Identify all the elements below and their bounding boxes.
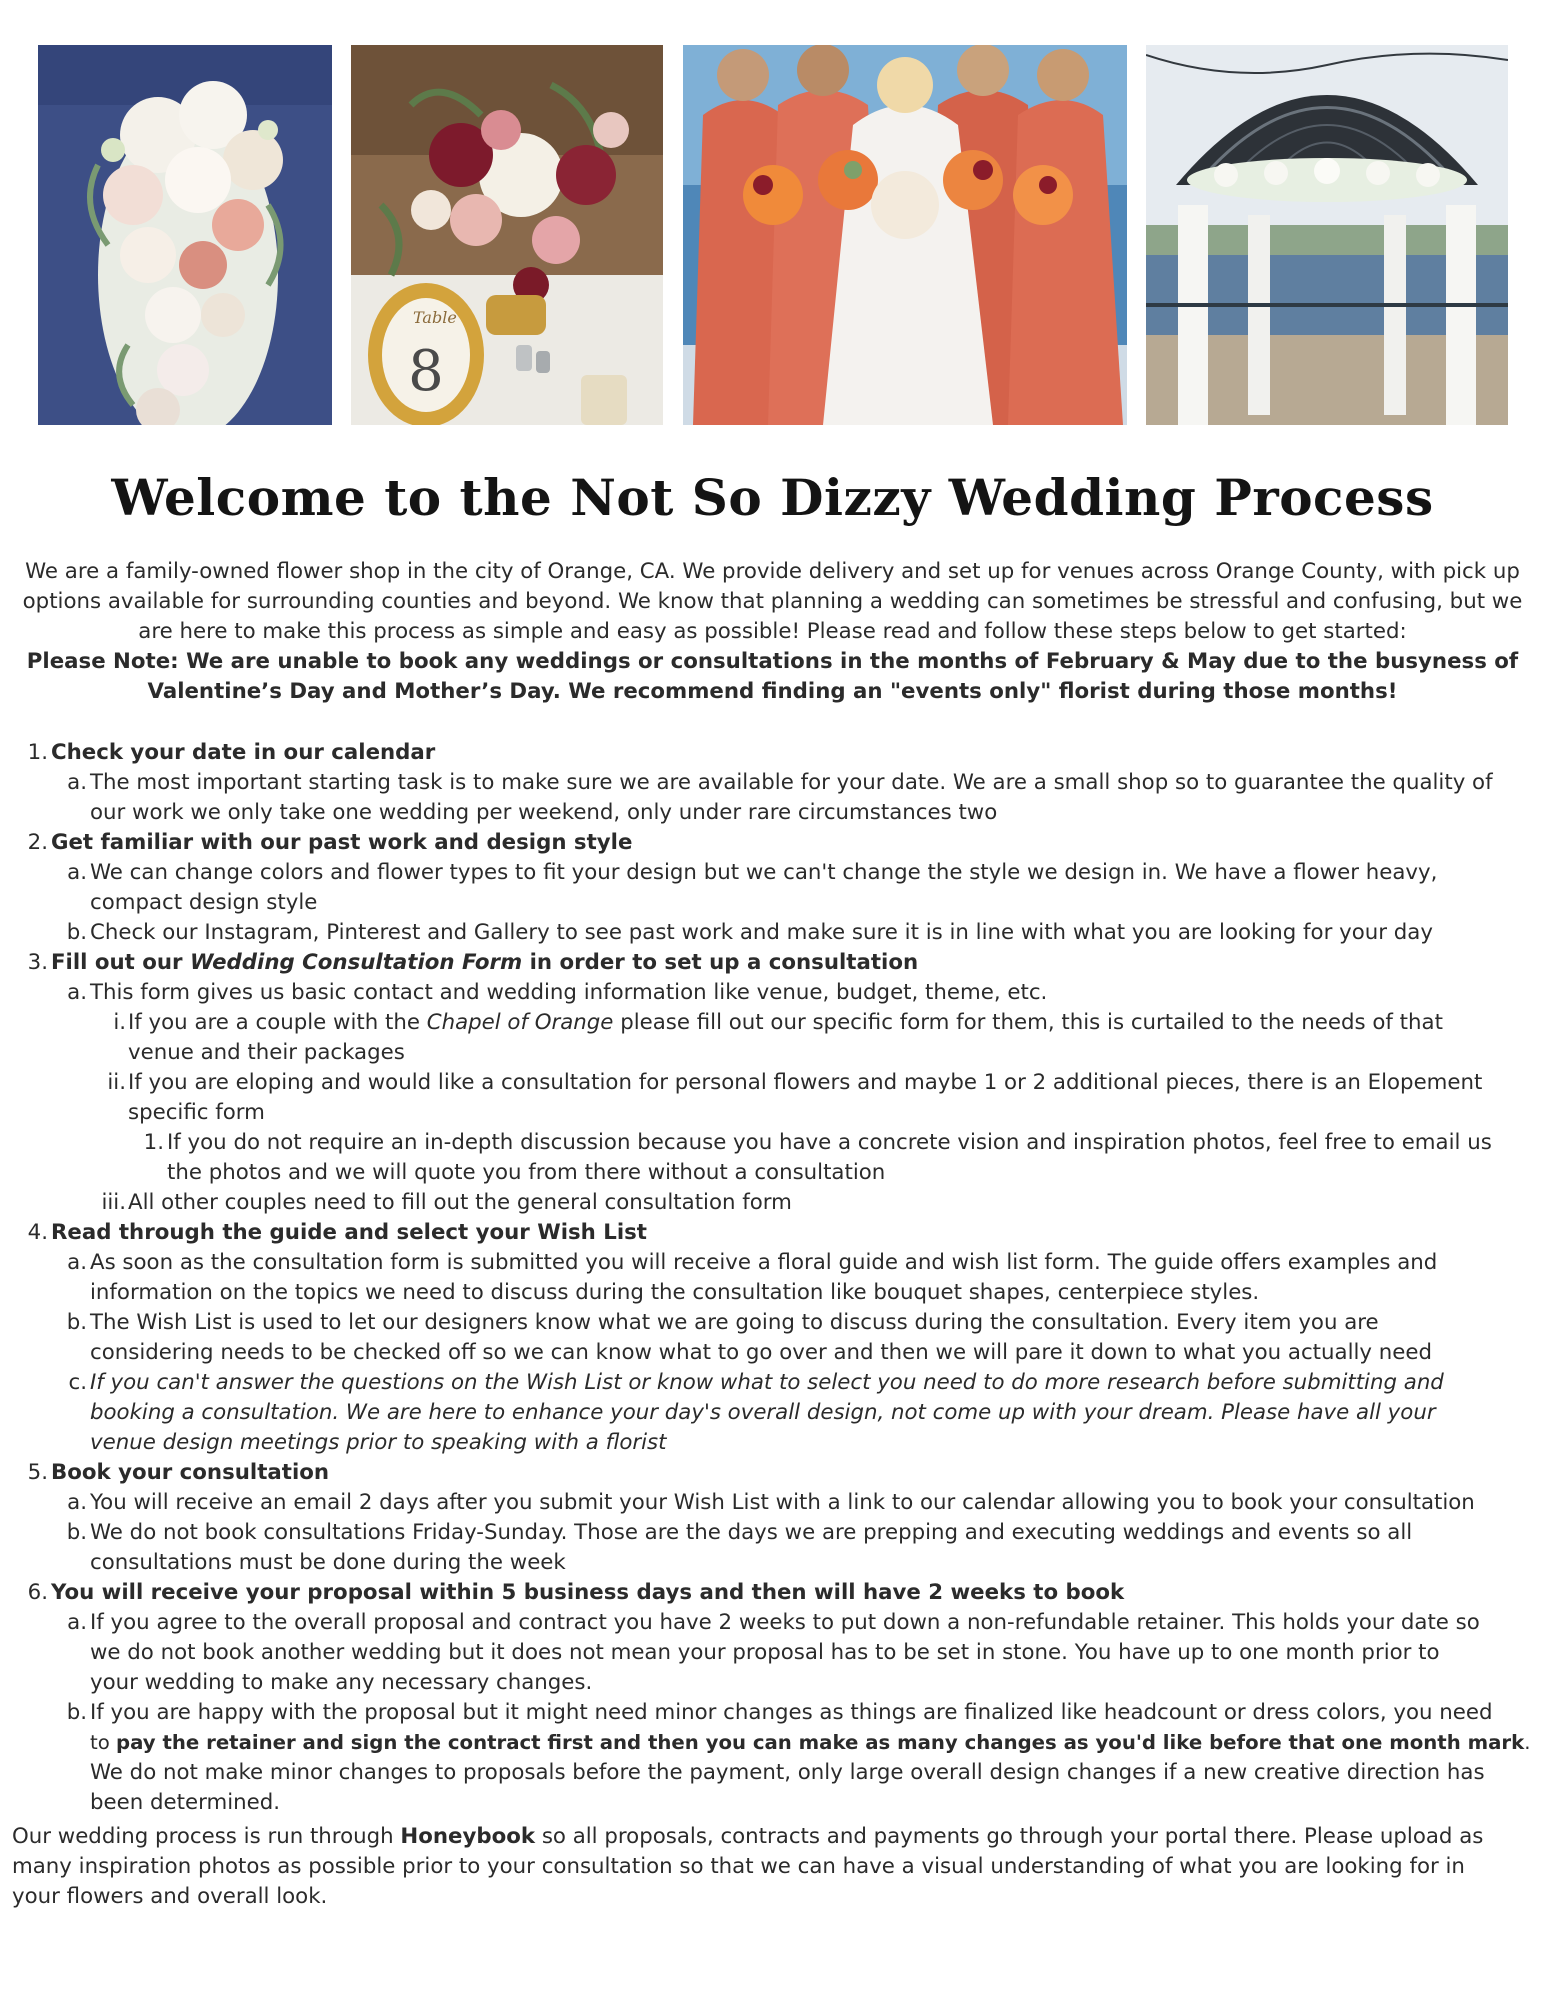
closing-pre: Our wedding process is run through — [12, 1824, 401, 1849]
step-5-marker: 5. — [27, 1460, 48, 1485]
step-3a-text: This form gives us basic contact and wedding information like venue, budget, theme, etc. — [90, 980, 1048, 1005]
step-3a-ii-text: If you are eloping and would like a consultation for personal flowers and maybe 1 or 2 additional pieces, there is an Elopement — [128, 1070, 1483, 1095]
step-4c-text-cont2: venue design meetings prior to speaking with a florist — [90, 1430, 667, 1455]
step-3a-ii-text-cont: specific form — [128, 1100, 265, 1125]
step-3a-i-post: please fill out our specific form for them, this is curtailed to the needs of that — [613, 1010, 1443, 1035]
photo-bridal-party — [683, 45, 1127, 425]
step-5-title: Book your consultation — [51, 1460, 330, 1485]
step-2-marker: 2. — [27, 830, 48, 855]
step-2a-text: We can change colors and flower types to fit your design but we can't change the style we design in. We have a flower heavy, — [90, 860, 1438, 885]
step-2a-marker: a. — [67, 860, 87, 885]
step-6a-marker: a. — [67, 1610, 87, 1635]
closing-paragraph — [12, 1822, 1517, 1912]
step-3a-i-pre: If you are a couple with the — [128, 1010, 427, 1035]
step-3-title-pre: Fill out our — [51, 950, 190, 975]
step-5a-text: You will receive an email 2 days after you submit your Wish List with a link to our calendar allowing you to book your consultation — [90, 1490, 1475, 1515]
closing-post: so all proposals, contracts and payments go through your portal there. Please upload as many inspiration photos as possible prior to your consultation so that we can have a visual understanding of what you are looking for in your flowers and overall look. — [12, 1824, 1484, 1909]
step-1a-text-cont: our work we only take one wedding per weekend, only under rare circumstances two — [90, 800, 998, 825]
step-4a-text-cont: information on the topics we need to discuss during the consultation like bouquet shapes, centerpiece styles. — [90, 1280, 1260, 1305]
step-3a-marker: a. — [67, 980, 87, 1005]
intro-paragraph: We are a family-owned flower shop in the city of Orange, CA. We provide delivery and set up for venues across Orange County, with pick up options available for surrounding counties and beyond. We know that planning a wedding can sometimes be stressful and confusing, but we are here to make this process as simple and easy as possible! Please read and follow these steps below to get started: — [22, 559, 1523, 644]
chapel-of-orange-text: Chapel of Orange — [426, 1010, 614, 1035]
honeybook-text: Honeybook — [400, 1824, 536, 1849]
step-6b-text-cont2: We do not make minor changes to proposals before the payment, only large overall design changes if a new creative direction has — [90, 1760, 1485, 1785]
step-3a-ii-marker: ii. — [107, 1070, 126, 1095]
step-6-marker: 6. — [27, 1580, 48, 1605]
step-5b-text: We do not book consultations Friday-Sunday. Those are the days we are prepping and executing weddings and events so all — [90, 1520, 1413, 1545]
step-4-marker: 4. — [27, 1220, 48, 1245]
step-5b-text-cont: consultations must be done during the week — [90, 1550, 566, 1575]
step-6b-post: . — [1524, 1731, 1531, 1754]
step-3a-iii-text: All other couples need to fill out the general consultation form — [128, 1190, 792, 1215]
step-6b-pre: to — [90, 1731, 117, 1754]
step-3a-ii-1-text: If you do not require an in-depth discussion because you have a concrete vision and inspiration photos, feel free to email us — [167, 1130, 1492, 1155]
step-3a-i-marker: i. — [113, 1010, 126, 1035]
step-1-marker: 1. — [27, 740, 48, 765]
step-4b-text: The Wish List is used to let our designers know what we are going to discuss during the consultation. Every item you are — [90, 1310, 1379, 1335]
step-4a-text: As soon as the consultation form is submitted you will receive a floral guide and wish list form. The guide offers examples and — [90, 1250, 1438, 1275]
step-3a-ii-1-text-cont: the photos and we will quote you from there without a consultation — [167, 1160, 886, 1185]
step-3a-iii-marker: iii. — [101, 1190, 126, 1215]
step-4c-text: If you can't answer the questions on the Wish List or know what to select you need to do more research before submitting and — [90, 1370, 1444, 1395]
step-3-title — [51, 948, 918, 978]
photo-gazebo-florals — [1146, 45, 1508, 425]
step-4-title: Read through the guide and select your Wish List — [51, 1220, 647, 1245]
step-2a-text-cont: compact design style — [90, 890, 318, 915]
wedding-consultation-form-link-text: Wedding Consultation Form — [189, 950, 523, 975]
step-6a-text-cont: we do not book another wedding but it does not mean your proposal has to be set in stone. You have up to one month prior to — [90, 1640, 1440, 1665]
step-6a-text: If you agree to the overall proposal and contract you have 2 weeks to put down a non-refundable retainer. This holds your date so — [90, 1610, 1480, 1635]
step-3-marker: 3. — [27, 950, 48, 975]
step-4a-marker: a. — [67, 1250, 87, 1275]
step-3a-ii-1-marker: 1. — [143, 1130, 164, 1155]
booking-note: Please Note: We are unable to book any weddings or consultations in the months of February & May due to the busyness of Valentine’s Day and Mother’s Day. We recommend finding an "events only" florist during those months! — [26, 649, 1519, 704]
step-6a-text-cont2: your wedding to make any necessary changes. — [90, 1670, 593, 1695]
step-2-title: Get familiar with our past work and design style — [51, 830, 633, 855]
step-4b-text-cont: considering needs to be checked off so we can know what to go over and then we will pare it down to what you actually need — [90, 1340, 1432, 1365]
photo-cascading-bouquet — [38, 45, 332, 425]
step-4b-marker: b. — [66, 1310, 87, 1335]
step-3a-i-text — [128, 1008, 1443, 1038]
step-1a-text: The most important starting task is to make sure we are available for your date. We are a small shop so to guarantee the quality of — [90, 770, 1493, 795]
table-number-text: 8 — [408, 339, 444, 404]
step-1-title: Check your date in our calendar — [51, 740, 436, 765]
step-6b-text: If you are happy with the proposal but it might need minor changes as things are finalized like headcount or dress colors, you need — [90, 1700, 1493, 1725]
step-1a-marker: a. — [67, 770, 87, 795]
step-2b-text: Check our Instagram, Pinterest and Gallery to see past work and make sure it is in line with what you are looking for your day — [90, 920, 1433, 945]
step-2b-marker: b. — [66, 920, 87, 945]
page-title: Welcome to the Not So Dizzy Wedding Process — [111, 468, 1434, 527]
step-6b-text-cont — [90, 1728, 1530, 1758]
step-3a-i-text-cont: venue and their packages — [128, 1040, 405, 1065]
step-6b-bold: pay the retainer and sign the contract first and then you can make as many changes as you'd like before that one month mark — [116, 1731, 1525, 1754]
step-4c-marker: c. — [68, 1370, 87, 1395]
step-6b-marker: b. — [66, 1700, 87, 1725]
step-4c-text-cont: booking a consultation. We are here to enhance your day's overall design, not come up with your dream. Please have all your — [90, 1400, 1436, 1425]
step-6b-text-cont3: been determined. — [90, 1790, 280, 1815]
step-5b-marker: b. — [66, 1520, 87, 1545]
step-3-title-post: in order to set up a consultation — [522, 950, 919, 975]
photo-table-centerpiece — [351, 45, 663, 425]
step-5a-marker: a. — [67, 1490, 87, 1515]
table-word-text: Table — [413, 308, 457, 327]
step-6-title: You will receive your proposal within 5 business days and then will have 2 weeks to book — [51, 1580, 1125, 1605]
